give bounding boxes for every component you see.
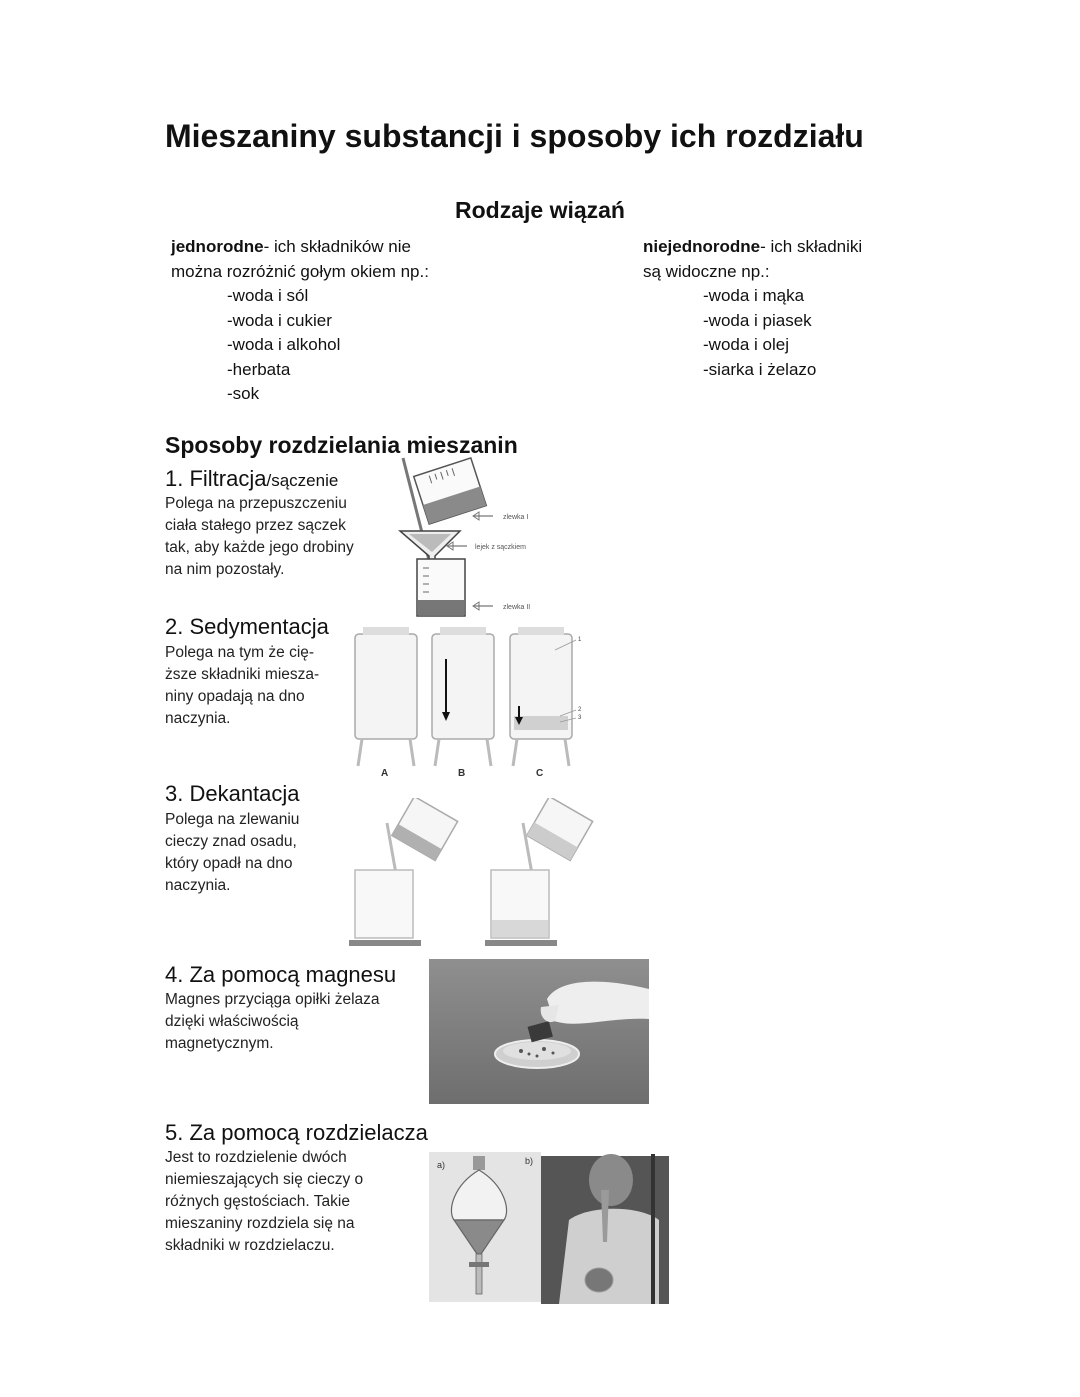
text-line: naczynia. xyxy=(165,877,231,894)
separator-text xyxy=(165,1147,363,1257)
text-line: mieszaniny rozdziela się na xyxy=(165,1215,355,1232)
list-item: -sok xyxy=(227,384,260,403)
text-line: Magnes przyciąga opiłki żelaza xyxy=(165,991,380,1008)
homogeneous-desc-2: można rozróżnić gołym okiem np.: xyxy=(171,261,429,281)
magnet-text xyxy=(165,989,380,1055)
figure-label: 1 xyxy=(578,637,582,643)
filtration-heading-main: 1. Filtracja xyxy=(165,466,267,491)
heterogeneous-term: niejednorodne xyxy=(643,237,761,256)
text-line: który opadł na dno xyxy=(165,855,293,872)
magnet-heading: 4. Za pomocą magnesu xyxy=(165,962,397,987)
text-line: niny opadają na dno xyxy=(165,688,305,705)
page-title: Mieszaniny substancji i sposoby ich rozdziału xyxy=(165,118,864,154)
heterogeneous-desc-2: są widoczne np.: xyxy=(643,261,770,281)
heterogeneous-definition xyxy=(643,235,1023,260)
text-line: na nim pozostały. xyxy=(165,561,285,578)
text-line: składniki w rozdzielaczu. xyxy=(165,1237,335,1254)
list-item: -woda i olej xyxy=(703,335,789,354)
decantation-text xyxy=(165,809,299,897)
text-line: ciała stałego przez sączek xyxy=(165,517,346,534)
filtration-text xyxy=(165,493,354,581)
figure-label: A xyxy=(381,768,389,779)
homogeneous-term: jednorodne xyxy=(171,237,264,256)
filtration-heading-small: /sączenie xyxy=(266,471,339,490)
homogeneous-column xyxy=(171,235,611,407)
figure-label: B xyxy=(458,768,466,779)
text-line: cieczy znad osadu, xyxy=(165,833,297,850)
figure-label: a) xyxy=(437,1160,446,1170)
sedimentation-heading: 2. Sedymentacja xyxy=(165,614,329,639)
list-item: -woda i mąka xyxy=(703,286,805,305)
text-line: tak, aby każde jego drobiny xyxy=(165,539,354,556)
text-line: Polega na zlewaniu xyxy=(165,811,300,828)
separator-figure xyxy=(429,1150,669,1304)
text-line: dzięki właściwością xyxy=(165,1013,299,1030)
separator-heading: 5. Za pomocą rozdzielacza xyxy=(165,1120,428,1145)
list-item: -woda i cukier xyxy=(227,310,332,330)
list-item: -siarka i żelazo xyxy=(703,359,817,379)
filtration-figure xyxy=(395,456,550,618)
text-line: Polega na przepuszczeniu xyxy=(165,495,347,512)
decantation-figure xyxy=(345,798,595,950)
text-line: niemieszających się cieczy o xyxy=(165,1171,364,1188)
decantation-heading: 3. Dekantacja xyxy=(165,781,300,806)
heterogeneous-desc-1: - ich składniki xyxy=(760,237,863,256)
text-line: Polega na tym że cię- xyxy=(165,644,315,661)
figure-label: lejek z sączkiem xyxy=(475,544,526,551)
text-line: Jest to rozdzielenie dwóch xyxy=(165,1149,347,1166)
list-item: -woda i alkohol xyxy=(227,335,341,354)
list-item: -woda i piasek xyxy=(703,310,812,330)
text-line: magnetycznym. xyxy=(165,1035,274,1052)
figure-label: b) xyxy=(525,1156,534,1166)
figure-label: 3 xyxy=(578,715,582,721)
figure-label: C xyxy=(536,768,544,779)
homogeneous-desc-1: - ich składników nie xyxy=(263,237,411,256)
text-line: naczynia. xyxy=(165,710,231,727)
filtration-heading xyxy=(165,466,338,492)
sedimentation-figure xyxy=(350,624,590,780)
homogeneous-definition xyxy=(171,235,611,260)
methods-heading: Sposoby rozdzielania mieszanin xyxy=(165,432,518,458)
heterogeneous-column xyxy=(643,235,1023,382)
figure-label: zlewka II xyxy=(503,604,531,611)
list-item: -woda i sól xyxy=(227,286,309,305)
figure-label: zlewka I xyxy=(503,514,529,521)
sedimentation-text xyxy=(165,642,319,730)
text-line: ższe składniki miesza- xyxy=(165,666,320,683)
list-item: -herbata xyxy=(227,359,291,379)
section-subtitle: Rodzaje wiązań xyxy=(455,197,625,223)
text-line: różnych gęstościach. Takie xyxy=(165,1193,350,1210)
figure-label: 2 xyxy=(578,707,582,713)
magnet-photo xyxy=(429,959,649,1104)
